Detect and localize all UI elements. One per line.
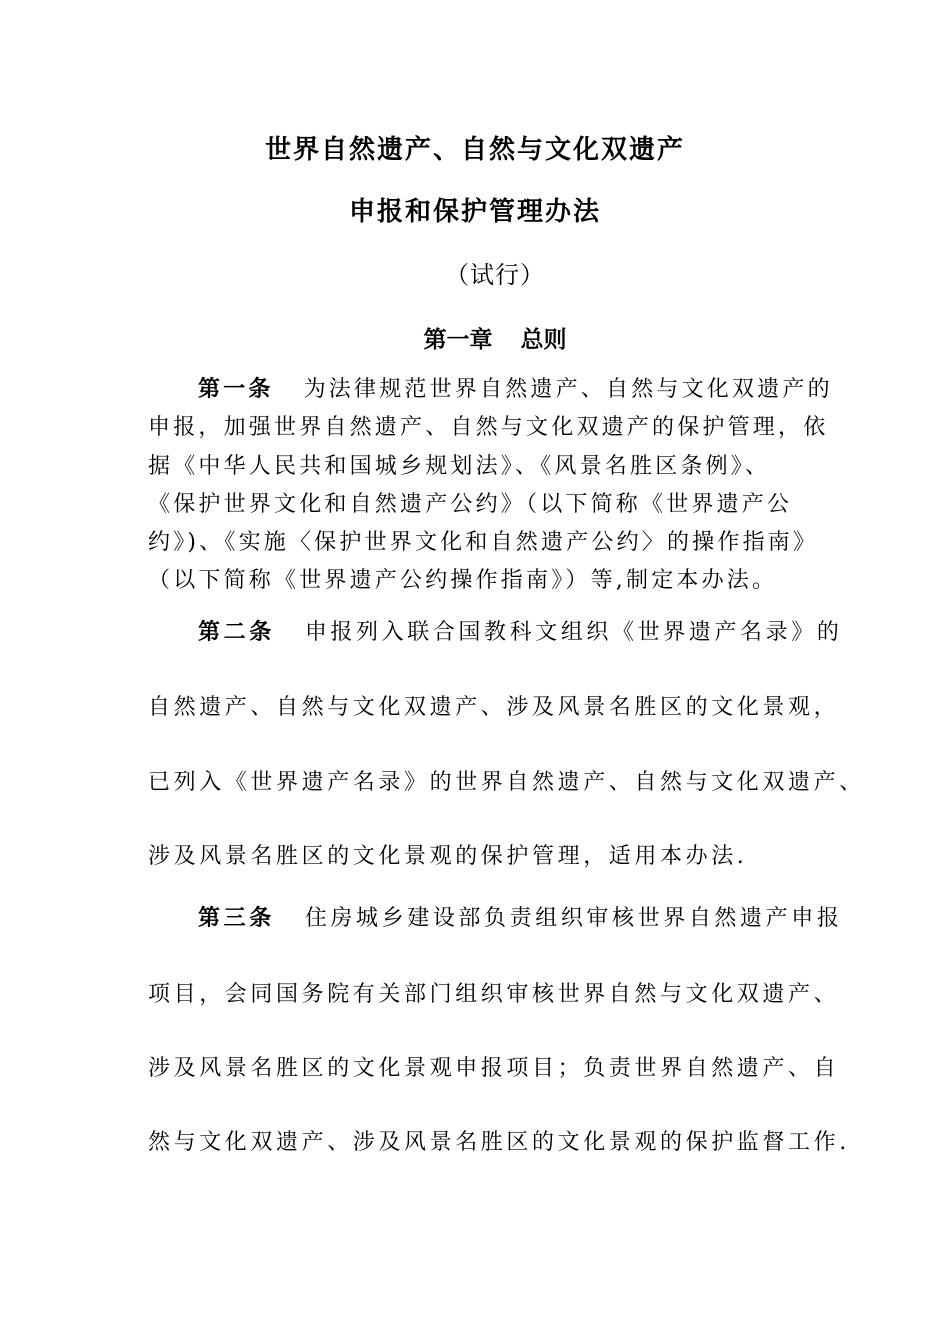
article-3-line-1 [198, 903, 842, 935]
article-3-line-2: 项目，会同国务院有关部门组织审核世界自然与文化双遗产、 [148, 982, 840, 1007]
article-2-line-4: 涉及风景名胜区的文化景观的保护管理，适用本办法. [148, 844, 748, 869]
article-3-line-3: 涉及风景名胜区的文化景观申报项目；负责世界自然遗产、自 [148, 1056, 840, 1081]
article-1-label: 第一条 [198, 377, 274, 402]
document-title-line2: 申报和保护管理办法 [348, 197, 601, 227]
article-2-line-1 [198, 617, 842, 649]
article-1-text-1: 为法律规范世界自然遗产、自然与文化双遗产的 [303, 377, 833, 402]
chapter-name: 总则 [520, 327, 567, 353]
article-2-label: 第二条 [198, 620, 275, 645]
article-2-text-1: 申报列入联合国教科文组织《世界遗产名录》的 [304, 620, 843, 645]
article-2-line-2: 自然遗产、自然与文化双遗产、涉及风景名胜区的文化景观， [148, 695, 840, 720]
article-1-line-3: 据《中华人民共和国城乡规划法》、《风景名胜区条例》、 [148, 454, 771, 479]
article-3-line-4: 然与文化双遗产、涉及风景名胜区的文化景观的保护监督工作. [148, 1130, 850, 1155]
chapter-heading [0, 324, 950, 356]
article-1-line-6: （以下简称《世界遗产公约操作指南》）等,制定本办法。 [148, 568, 778, 593]
article-1-line-2: 申报，加强世界自然遗产、自然与文化双遗产的保护管理，依 [148, 415, 829, 440]
chapter-number: 第一章 [423, 327, 493, 353]
article-1-line-5: 约》)、《实施〈保护世界文化和自然遗产公约〉的操作指南》 [148, 530, 819, 555]
article-2-line-3: 已列入《世界遗产名录》的世界自然遗产、自然与文化双遗产、 [148, 770, 865, 795]
document-title-line1: 世界自然遗产、自然与文化双遗产 [264, 135, 685, 165]
article-1-line-1 [198, 374, 833, 406]
article-1-line-4: 《保护世界文化和自然遗产公约》（以下简称《世界遗产公 [148, 492, 793, 517]
article-3-text-1: 住房城乡建设部负责组织审核世界自然遗产申报 [304, 906, 843, 931]
article-3-label: 第三条 [198, 906, 275, 931]
document-subtitle: （试行） [445, 261, 545, 289]
